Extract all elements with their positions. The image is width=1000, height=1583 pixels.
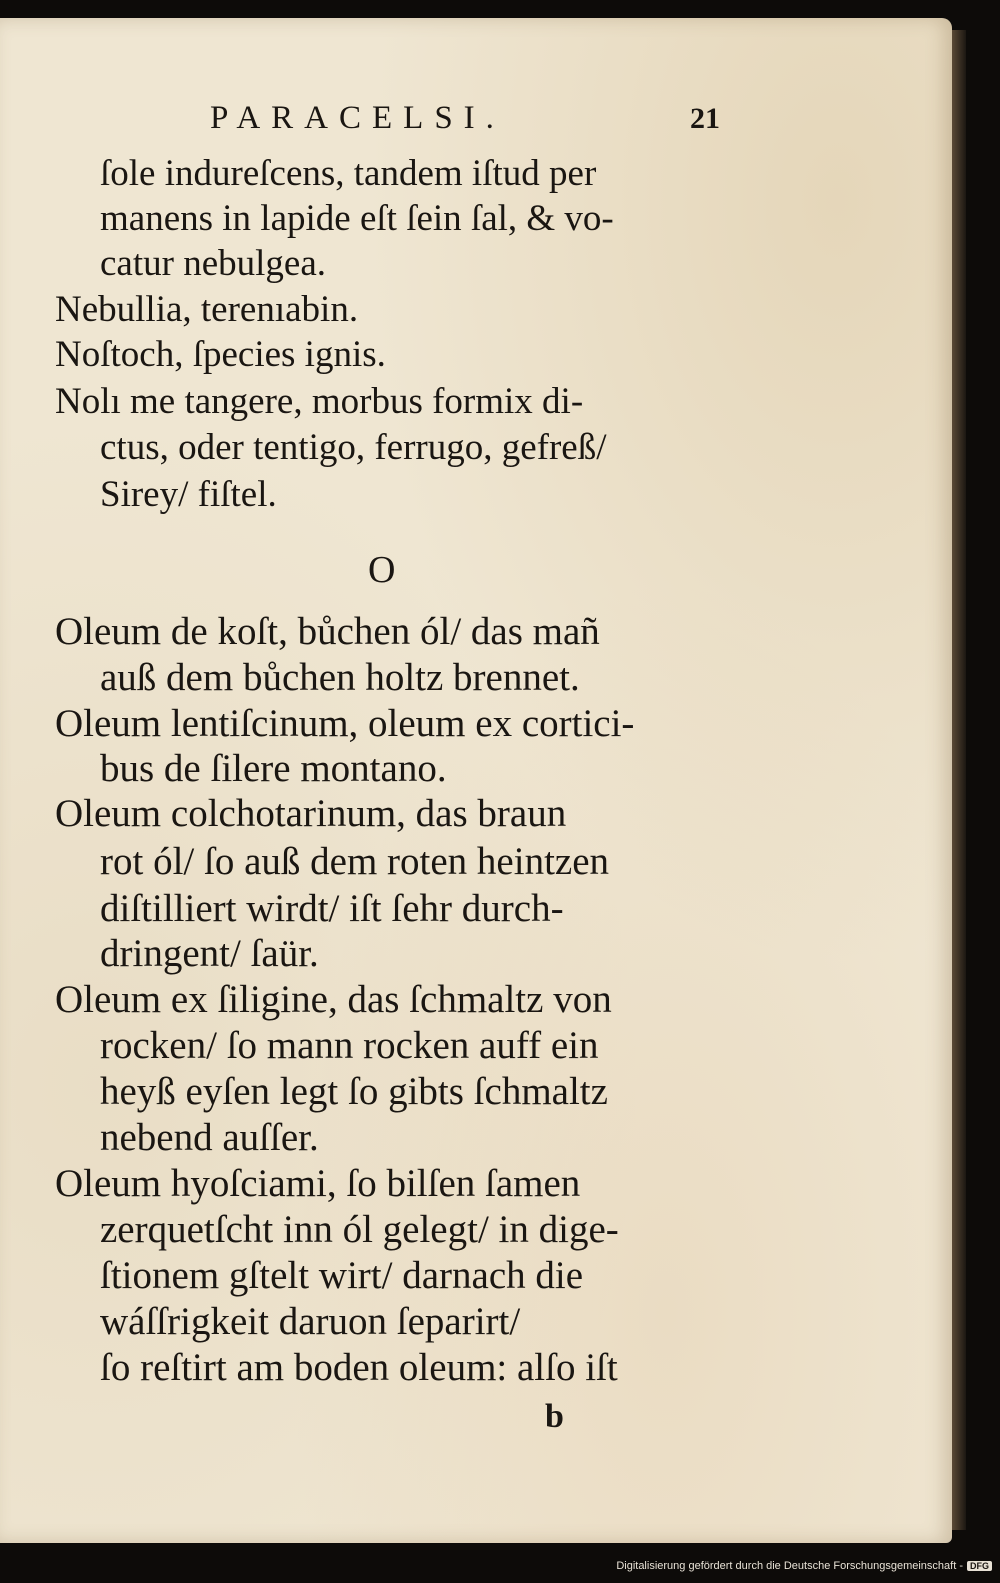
text-line: heyß eyſen legt ſo gibts ſchmaltz (100, 1070, 608, 1113)
footer-credit (616, 1560, 992, 1572)
text-line: Oleum colchotarinum, das braun (55, 792, 567, 835)
text-line: Nebullia, terenıabin. (55, 289, 359, 330)
text-line: Oleum ex ſiligine, das ſchmaltz von (55, 978, 612, 1021)
page-number: 21 (690, 102, 720, 135)
section-letter: O (368, 549, 396, 591)
text-line: manens in lapide eſt ſein ſal, & vo- (100, 198, 614, 239)
text-line: Oleum hyoſciami, ſo bilſen ſamen (55, 1162, 581, 1205)
text-line: dringent/ ſaür. (100, 932, 319, 975)
running-head: PARACELSI. (210, 100, 505, 136)
text-line: diſtilliert wirdt/ iſt ſehr durch- (100, 887, 564, 930)
text-line: Nolı me tangere, morbus formix di- (55, 381, 584, 422)
text-line: Oleum lentiſcinum, oleum ex cortici- (55, 702, 635, 745)
text-line: ſo reſtirt am boden oleum: alſo iſt (100, 1346, 618, 1389)
text-line: bus de ſilere montano. (100, 747, 447, 790)
text-line: Noſtoch, ſpecies ignis. (55, 334, 386, 375)
text-line: ſtionem gſtelt wirt/ darnach die (100, 1254, 584, 1297)
text-line: Sirey/ fiſtel. (100, 474, 277, 515)
text-line: wáſſrigkeit daruon ſeparirt/ (100, 1300, 521, 1343)
signature-mark: b (545, 1398, 564, 1435)
text-line: rot ól/ ſo auß dem roten heintzen (100, 840, 610, 883)
footer-credit-text: Digitalisierung gefördert durch die Deutsche Forschungsgemeinschaft - (616, 1560, 963, 1572)
text-line: rocken/ ſo mann rocken auff ein (100, 1024, 599, 1067)
text-line: auß dem bůchen holtz brennet. (100, 656, 580, 699)
text-line: nebend auſſer. (100, 1116, 319, 1159)
page-edge (952, 30, 966, 1530)
text-line: catur nebulgea. (100, 243, 326, 284)
dfg-logo: DFG (967, 1561, 992, 1571)
text-line: Oleum de koſt, bůchen ól/ das mañ (55, 610, 600, 653)
text-line: ctus, oder tentigo, ferrugo, gefreß/ (100, 427, 607, 468)
text-line: ſole indureſcens, tandem iſtud per (100, 153, 597, 194)
text-line: zerquetſcht inn ól gelegt/ in dige- (100, 1208, 619, 1251)
